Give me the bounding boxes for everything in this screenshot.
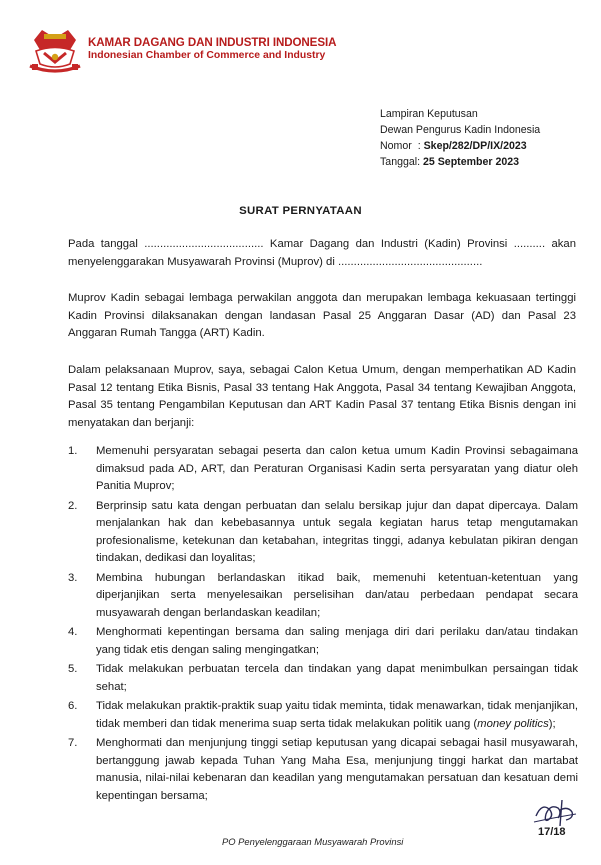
attachment-line-1: Lampiran Keputusan (380, 108, 478, 120)
list-item-text: Berprinsip satu kata dengan perbuatan dan selalu bersikap jujur dan dapat dipercaya. Dalam menjalankan hak dan kebebasannya untuk segala kegiatan harus tetap mengutamakan profesionalisme, ketekunan dan ketabahan, integritas tinggi, adanya kebulatan pikiran dengan tindakan, dedikasi dan loyalitas; (96, 499, 578, 564)
list-item-text (96, 700, 578, 730)
list-item-number: 3. (68, 571, 78, 584)
list-item-number: 4. (68, 626, 78, 638)
list-item-text: Tidak melakukan perbuatan tercela dan tindakan yang dapat menimbulkan persaingan tidak sehat; (96, 663, 578, 693)
list-item (68, 698, 578, 733)
list-item-text: Menghormati kepentingan bersama dan saling menjaga diri dari perilaku dan/atau tindakan yang tidak etis dengan saling mengingatkan; (96, 626, 578, 656)
tanggal-value: 25 September 2023 (423, 156, 520, 168)
list-item-text: Menghormati dan menjunjung tinggi setiap keputusan yang dicapai sebagai hasil musyawarah, bertanggung jawab kepada Tuhan Yang Maha Esa, menjunjung tinggi harkat dan martabat manusia, nilai-nilai kebenaran dan keadilan yang mengutamakan persatuan dan kesatuan demi kepentingan bersama; (96, 737, 578, 802)
org-name-english: Indonesian Chamber of Commerce and Industry (88, 50, 326, 61)
list-item-number: 2. (68, 499, 78, 512)
list-item (68, 624, 578, 659)
list-item (68, 735, 578, 805)
attachment-nomor (380, 138, 595, 154)
list-item-number: 6. (68, 700, 78, 712)
nomor-label: Nomor (380, 140, 412, 152)
letterhead (26, 26, 586, 76)
org-name: KAMAR DAGANG DAN INDUSTRI INDONESIA (88, 36, 337, 49)
footer-label: PO Penyelenggaraan Musyawarah Provinsi (222, 836, 404, 847)
list-item-text-part: ); (548, 717, 556, 730)
nomor-value: Skep/282/DP/IX/2023 (423, 140, 527, 152)
kadin-logo-icon (26, 26, 84, 74)
page-number: 17/18 (538, 826, 566, 838)
pledge-list (68, 443, 578, 807)
list-item-number: 1. (68, 445, 78, 457)
attachment-block (380, 106, 595, 170)
list-item-text: Membina hubungan berlandaskan itikad baik, memenuhi ketentuan-ketentuan yang diperjanjikan serta menyelesaikan perselisihan dan/atau perbedaan pendapat secara musyawarah dengan berlandaskan keadilan; (96, 571, 578, 619)
list-item (68, 443, 578, 496)
paragraph-declaration: Dalam pelaksanaan Muprov, saya, sebagai Calon Ketua Umum, dengan memperhatikan AD Kadin Pasal 12 tentang Etika Bisnis, Pasal 33 tentang Hak Anggota, Pasal 34 tentang Kewajiban Anggota, Pasal 35 tentang Pengambilan Keputusan dan ART Kadin Pasal 37 tentang Etika Bisnis dengan ini menyatakan dan berjanji: (68, 364, 576, 429)
document-title: SURAT PERNYATAAN (239, 205, 362, 217)
list-item-text: Memenuhi persyaratan sebagai peserta dan calon ketua umum Kadin Provinsi sebagaimana dimaksud pada AD, ART, dan Peraturan Organisasi Kadin serta persyaratan yang diatur oleh Panitia Muprov; (96, 445, 578, 492)
paragraph-opening: Pada tanggal ...................................... Kamar Dagang dan Industri (Kadin) Provinsi .......... akan menyelenggarakan Musyawarah Provinsi (Muprov) di .............................................. (68, 238, 576, 268)
list-item-text-part: Tidak melakukan praktik-praktik suap yaitu tidak meminta, tidak menawarkan, tidak menjanjikan, tidak memberi dan tidak menerima suap serta tidak melakukan politik uang ( (96, 700, 578, 730)
list-item-number: 5. (68, 663, 78, 675)
paragraph-muprov: Muprov Kadin sebagai lembaga perwakilan anggota dan merupakan lembaga kekuasaan tertinggi Kadin Provinsi dilaksanakan dengan landasan Pasal 25 Anggaran Dasar (AD) dan Pasal 23 Anggaran Rumah Tangga (ART) Kadin. (68, 292, 576, 339)
attachment-line-2: Dewan Pengurus Kadin Indonesia (380, 124, 541, 136)
tanggal-label: Tanggal: (380, 156, 421, 168)
attachment-tanggal (380, 154, 595, 170)
list-item (68, 570, 578, 623)
nomor-separator: : (417, 140, 421, 152)
list-item-number: 7. (68, 737, 78, 749)
list-item (68, 498, 578, 568)
list-item (68, 661, 578, 696)
list-item-emphasis: money politics (477, 717, 549, 730)
signature-icon (532, 796, 580, 830)
